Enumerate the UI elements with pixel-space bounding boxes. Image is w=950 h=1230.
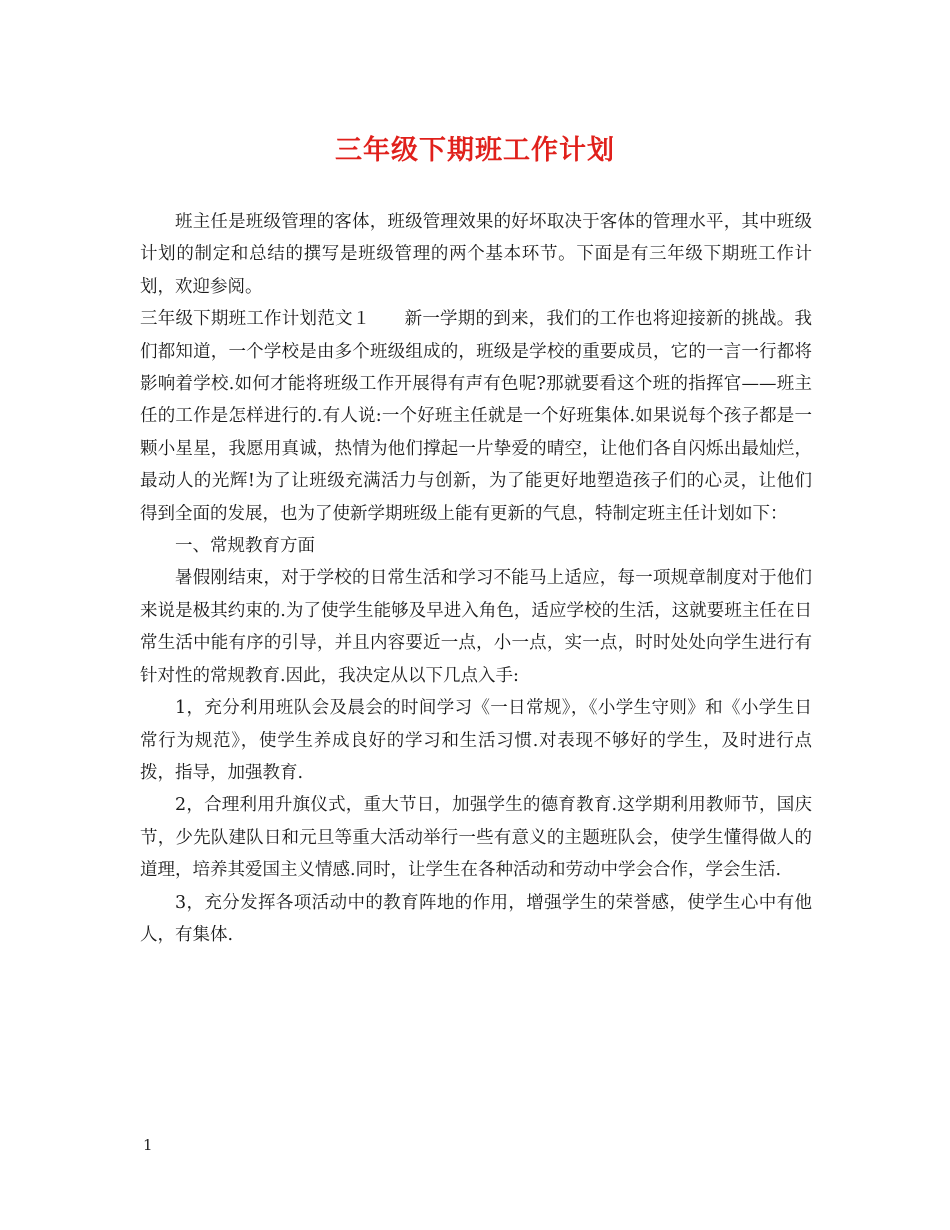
sample-body: 新一学期的到来，我们的工作也将迎接新的挑战。我们都知道，一个学校是由多个班级组成的，班级是学校的重要成员，它的一言一行都将影响着学校.如何才能将班级工作开展得有声有色呢?那就要看这个班的指挥官——班主任的工作是怎样进行的.有人说:一个好班主任就是一个好班集体.如果说每个孩子都是一颗小星星，我愿用真诚，热情为他们撑起一片挚爱的晴空，让他们各自闪烁出最灿烂，最动人的光辉!为了让班级充满活力与创新，为了能更好地塑造孩子们的心灵，让他们得到全面的发展，也为了使新学期班级上能有更新的气息，特制定班主任计划如下：	[140, 309, 813, 524]
page-title: 三年级下期班工作计划	[335, 135, 615, 166]
list-item-2: 2，合理利用升旗仪式，重大节日，加强学生的德育教育.这学期利用教师节，国庆节，少先队建队日和元旦等重大活动举行一些有意义的主题班队会，使学生懂得做人的道理，培养其爱国主义情感.同时，让学生在各种活动和劳动中学会合作，学会生活.	[140, 795, 812, 881]
intro-paragraph: 班主任是班级管理的客体，班级管理效果的好坏取决于客体的管理水平，其中班级计划的制定和总结的撰写是班级管理的两个基本环节。下面是有三年级下期班工作计划，欢迎参阅。	[140, 212, 812, 297]
sample-heading: 三年级下期班工作计划范文１	[140, 309, 371, 330]
list-item-3: 3，充分发挥各项活动中的教育阵地的作用，增强学生的荣誉感，使学生心中有他人，有集体.	[140, 892, 812, 945]
list-item-1: 1，充分利用班队会及晨会的时间学习《一日常规》，《小学生守则》和《小学生日常行为规范》，使学生养成良好的学习和生活习惯.对表现不够好的学生，及时进行点拨，指导，加强教育.	[140, 698, 812, 783]
section-1-heading: 一、常规教育方面	[175, 536, 315, 557]
sample-paragraph	[140, 303, 812, 530]
page-number: 1	[143, 1136, 153, 1154]
section-1-body: 暑假刚结束，对于学校的日常生活和学习不能马上适应，每一项规章制度对于他们来说是极其约束的.为了使学生能够及早进入角色，适应学校的生活，这就要班主任在日常生活中能有序的引导，并且内容要近一点，小一点，实一点，时时处处向学生进行有针对性的常规教育.因此，我决定从以下几点入手:	[140, 568, 812, 686]
document-body	[140, 206, 812, 951]
